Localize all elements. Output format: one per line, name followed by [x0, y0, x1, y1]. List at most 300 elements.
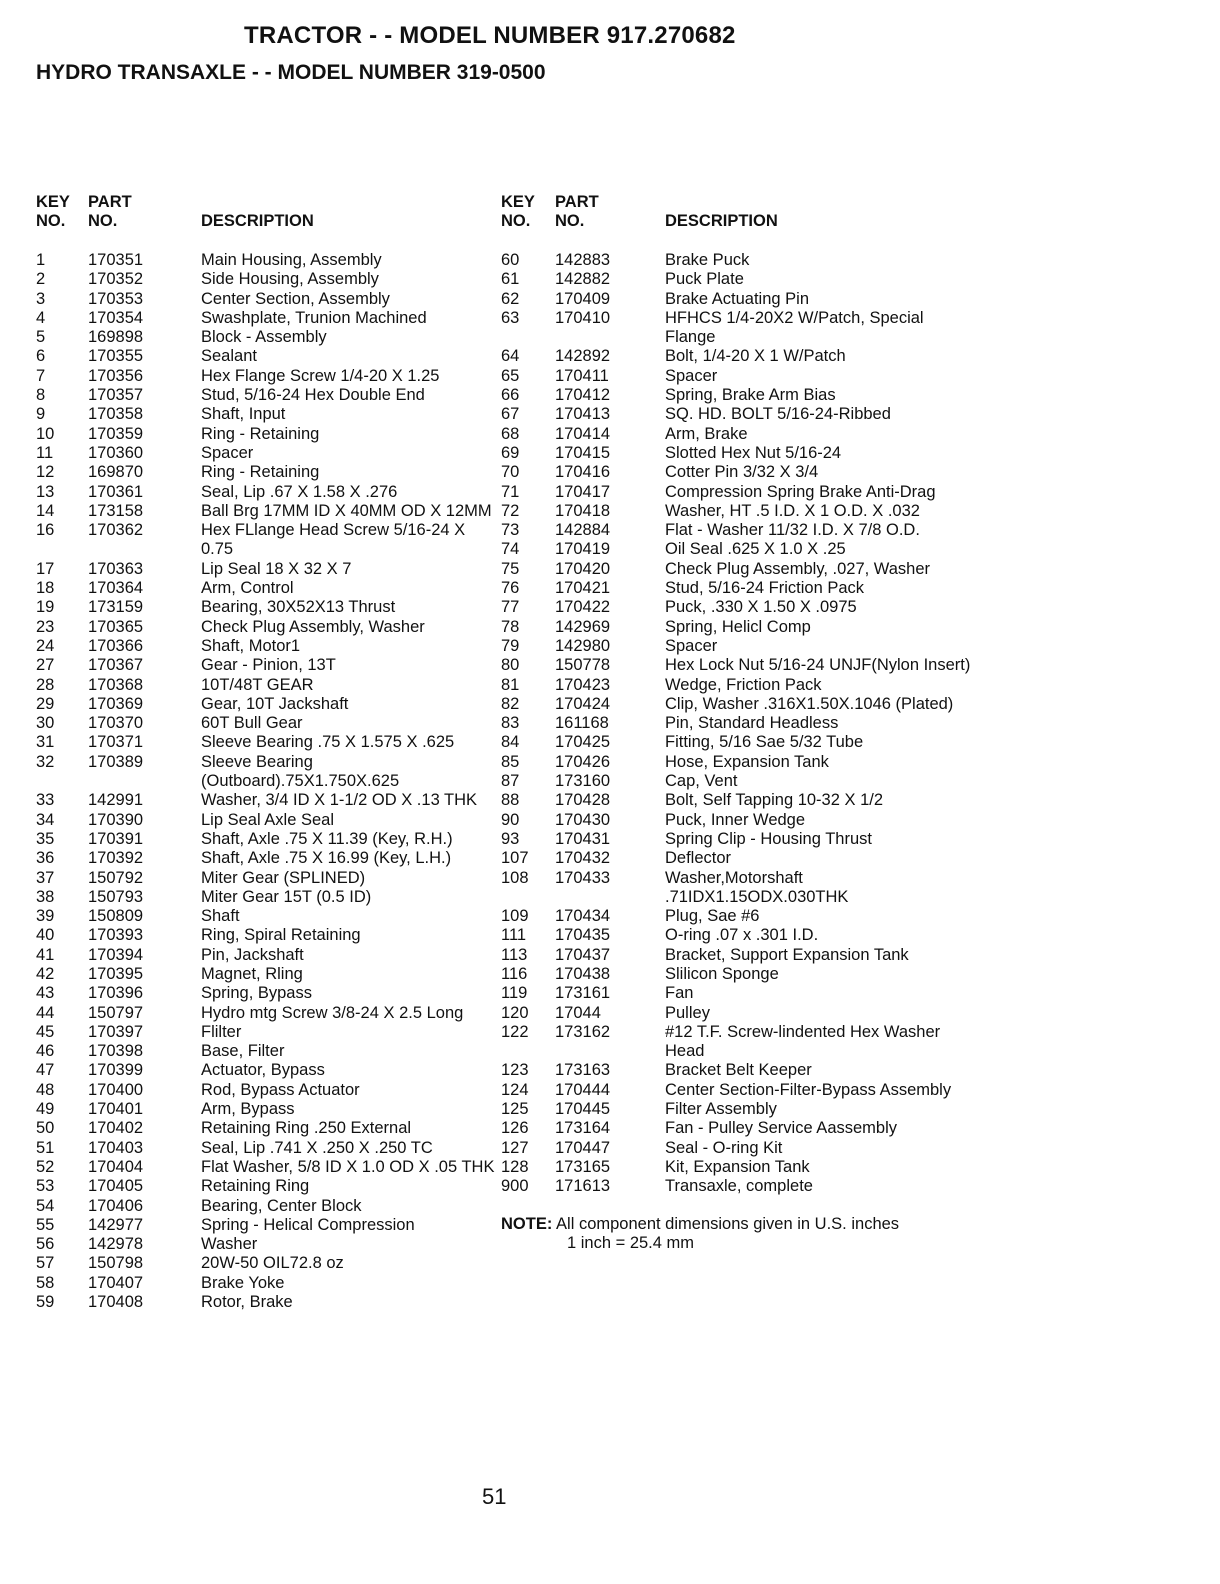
key-no: 85	[501, 752, 520, 771]
key-no: 66	[501, 386, 520, 405]
key-no: 67	[501, 405, 520, 424]
table-row	[501, 791, 971, 810]
key-no: 53	[36, 1177, 55, 1196]
part-description: Lip Seal Axle Seal	[201, 810, 335, 829]
part-description: 20W-50 OIL72.8 oz	[201, 1254, 344, 1273]
table-row	[36, 1100, 496, 1119]
description-header: DESCRIPTION	[665, 212, 778, 230]
part-description: Shaft	[201, 907, 240, 926]
part-description: Puck, Inner Wedge	[665, 810, 806, 829]
part-description: Rotor, Brake	[201, 1293, 293, 1312]
key-no: 126	[501, 1119, 529, 1138]
part-no: 170412	[555, 386, 611, 405]
part-description: Fan	[665, 984, 694, 1003]
table-row	[501, 926, 971, 945]
key-no: 39	[36, 907, 55, 926]
part-description: 60T Bull Gear	[201, 714, 303, 733]
key-no: 24	[36, 636, 55, 655]
key-no: 70	[501, 463, 520, 482]
table-row	[36, 637, 496, 656]
key-no: 109	[501, 907, 529, 926]
part-description: Kit, Expansion Tank	[665, 1157, 810, 1176]
key-no: 122	[501, 1022, 529, 1041]
part-no: 142977	[88, 1215, 144, 1234]
table-row	[36, 830, 496, 849]
part-no: 170419	[555, 540, 611, 559]
table-row	[36, 1216, 496, 1235]
table-row	[501, 676, 971, 695]
table-row	[36, 1235, 496, 1254]
part-no: 170368	[88, 675, 144, 694]
table-row	[36, 811, 496, 830]
part-no: 170357	[88, 386, 144, 405]
key-no: 84	[501, 733, 520, 752]
part-no: 170414	[555, 424, 611, 443]
part-description: Fitting, 5/16 Sae 5/32 Tube	[665, 733, 864, 752]
part-no: 142978	[88, 1235, 144, 1254]
table-row	[501, 811, 971, 830]
key-no: 3	[36, 289, 46, 308]
part-no: 142892	[555, 347, 611, 366]
part-description: Flat Washer, 5/8 ID X 1.0 OD X .05 THK	[201, 1157, 495, 1176]
key-no: 9	[36, 405, 46, 424]
part-no: 170392	[88, 849, 144, 868]
part-description: Wedge, Friction Pack	[665, 675, 822, 694]
key-no: 119	[501, 984, 528, 1003]
part-no: 170361	[88, 482, 144, 501]
part-no: 170354	[88, 308, 144, 327]
key-no: 49	[36, 1100, 55, 1119]
table-row	[501, 869, 971, 908]
key-no: 13	[36, 482, 55, 501]
key-no: 77	[501, 598, 520, 617]
part-no: 173161	[555, 984, 611, 1003]
table-row	[501, 695, 971, 714]
part-header: PART	[88, 193, 132, 211]
parts-list-left	[36, 251, 496, 1312]
part-no: 170365	[88, 617, 144, 636]
key-no: 57	[36, 1254, 55, 1273]
key-header-no: NO.	[501, 212, 531, 230]
key-no: 2	[36, 270, 46, 289]
table-row	[501, 1177, 971, 1196]
part-description: Cap, Vent	[665, 772, 738, 791]
table-row	[501, 483, 971, 502]
key-no: 73	[501, 521, 520, 540]
part-description: Bolt, 1/4-20 X 1 W/Patch	[665, 347, 846, 366]
part-description: Bearing, 30X52X13 Thrust	[201, 598, 396, 617]
key-no: 76	[501, 579, 520, 598]
key-no: 60	[501, 251, 520, 269]
key-no: 82	[501, 694, 520, 713]
key-no: 48	[36, 1080, 55, 1099]
key-no: 18	[36, 579, 55, 598]
key-no: 88	[501, 791, 520, 810]
part-description: Pin, Jackshaft	[201, 945, 304, 964]
part-description: Flat - Washer 11/32 I.D. X 7/8 O.D.	[665, 521, 920, 540]
table-row	[36, 965, 496, 984]
key-header-no: NO.	[36, 212, 66, 230]
key-no: 52	[36, 1157, 55, 1176]
key-no: 7	[36, 366, 46, 385]
key-no: 128	[501, 1157, 529, 1176]
part-description: Magnet, Rling	[201, 964, 303, 983]
key-no: 90	[501, 810, 520, 829]
table-row	[501, 251, 971, 270]
table-row	[36, 405, 496, 424]
parts-column-right	[501, 193, 971, 1253]
table-row	[36, 502, 496, 521]
part-no: 150797	[88, 1003, 144, 1022]
part-no: 173163	[555, 1061, 611, 1080]
key-no: 31	[36, 733, 55, 752]
part-no: 170413	[555, 405, 611, 424]
part-description: Hose, Expansion Tank	[665, 752, 829, 771]
table-row	[501, 1061, 971, 1080]
table-row	[501, 946, 971, 965]
part-no: 170399	[88, 1061, 144, 1080]
table-row	[36, 1004, 496, 1023]
part-description: Spacer	[665, 636, 718, 655]
key-no: 1	[36, 251, 46, 269]
part-description: Hex Flange Screw 1/4-20 X 1.25	[201, 366, 440, 385]
key-no: 125	[501, 1100, 529, 1119]
part-no: 142882	[555, 270, 611, 289]
table-row	[501, 598, 971, 617]
part-description: Puck, .330 X 1.50 X .0975	[665, 598, 857, 617]
table-row	[36, 1061, 496, 1080]
key-no: 71	[501, 482, 520, 501]
part-description: Puck Plate	[665, 270, 744, 289]
note-label: NOTE:	[501, 1214, 553, 1233]
part-description: Ball Brg 17MM ID X 40MM OD X 12MM	[201, 501, 492, 520]
key-no: 37	[36, 868, 55, 887]
part-no: 170417	[555, 482, 611, 501]
part-description: Seal, Lip .67 X 1.58 X .276	[201, 482, 398, 501]
table-row	[36, 1023, 496, 1042]
part-header: PART	[555, 193, 599, 211]
table-row	[36, 849, 496, 868]
key-no: 111	[501, 926, 527, 945]
part-description: Filter Assembly	[665, 1100, 777, 1119]
part-description: Spring, Bypass	[201, 984, 312, 1003]
table-row	[36, 444, 496, 463]
part-no: 170404	[88, 1157, 144, 1176]
table-row	[501, 656, 971, 675]
part-no: 170366	[88, 636, 144, 655]
part-no: 170416	[555, 463, 611, 482]
part-no: 173159	[88, 598, 144, 617]
part-no: 150793	[88, 887, 144, 906]
table-row	[36, 560, 496, 579]
part-description: Miter Gear 15T (0.5 ID)	[201, 887, 372, 906]
table-row	[36, 1139, 496, 1158]
key-no: 33	[36, 791, 55, 810]
table-row	[36, 579, 496, 598]
part-description: Seal - O-ring Kit	[665, 1138, 783, 1157]
column-header	[36, 193, 496, 233]
table-row	[501, 367, 971, 386]
key-no: 74	[501, 540, 520, 559]
part-no: 170411	[555, 366, 609, 385]
table-row	[36, 926, 496, 945]
table-row	[501, 753, 971, 772]
key-no: 14	[36, 501, 55, 520]
table-row	[501, 714, 971, 733]
part-description: Main Housing, Assembly	[201, 251, 382, 269]
part-no: 173158	[88, 501, 144, 520]
part-description: Gear, 10T Jackshaft	[201, 694, 349, 713]
part-description: Plug, Sae #6	[665, 907, 760, 926]
part-description: SQ. HD. BOLT 5/16-24-Ribbed	[665, 405, 891, 424]
table-row	[501, 1119, 971, 1138]
part-description: Miter Gear (SPLINED)	[201, 868, 366, 887]
table-row	[36, 888, 496, 907]
table-row	[36, 733, 496, 752]
part-description: Washer, 3/4 ID X 1-1/2 OD X .13 THK	[201, 791, 478, 810]
part-no: 170402	[88, 1119, 144, 1138]
part-description: Transaxle, complete	[665, 1177, 813, 1196]
part-description: Sealant	[201, 347, 257, 366]
key-no: 28	[36, 675, 55, 694]
table-row	[36, 656, 496, 675]
key-no: 32	[36, 752, 55, 771]
key-header: KEY	[501, 193, 535, 211]
part-header-no: NO.	[555, 212, 585, 230]
key-no: 62	[501, 289, 520, 308]
part-description: Base, Filter	[201, 1042, 285, 1061]
part-no: 170418	[555, 501, 611, 520]
key-no: 34	[36, 810, 55, 829]
table-row	[36, 270, 496, 289]
part-description: Center Section, Assembly	[201, 289, 390, 308]
part-description: Block - Assembly	[201, 328, 327, 347]
part-description: Ring - Retaining	[201, 424, 320, 443]
part-description: Spacer	[201, 443, 254, 462]
part-no: 170356	[88, 366, 144, 385]
key-no: 50	[36, 1119, 55, 1138]
key-no: 93	[501, 829, 520, 848]
table-row	[501, 309, 971, 348]
table-row	[36, 714, 496, 733]
part-no: 170415	[555, 443, 611, 462]
part-no: 170367	[88, 656, 144, 675]
key-no: 127	[501, 1138, 529, 1157]
table-row	[501, 830, 971, 849]
table-row	[501, 772, 971, 791]
table-row	[501, 444, 971, 463]
part-no: 142980	[555, 636, 611, 655]
key-no: 5	[36, 328, 46, 347]
table-row	[501, 270, 971, 289]
part-description: Spring Clip - Housing Thrust	[665, 829, 872, 848]
table-row	[36, 367, 496, 386]
part-description: Bolt, Self Tapping 10-32 X 1/2	[665, 791, 884, 810]
key-no: 42	[36, 964, 55, 983]
key-no: 47	[36, 1061, 55, 1080]
key-no: 55	[36, 1215, 55, 1234]
note-conversion: 1 inch = 25.4 mm	[567, 1233, 695, 1252]
part-no: 170425	[555, 733, 611, 752]
key-no: 46	[36, 1042, 55, 1061]
table-row	[36, 791, 496, 810]
table-row	[36, 1119, 496, 1138]
part-no: 170371	[88, 733, 144, 752]
part-no: 142883	[555, 251, 611, 269]
part-no: 170395	[88, 964, 144, 983]
table-row	[36, 907, 496, 926]
part-description: Side Housing, Assembly	[201, 270, 379, 289]
table-row	[501, 849, 971, 868]
part-no: 170435	[555, 926, 611, 945]
part-no: 170352	[88, 270, 144, 289]
parts-list-right	[501, 251, 971, 1197]
page-number: 51	[482, 1484, 507, 1509]
note-text: All component dimensions given in U.S. inches	[556, 1214, 900, 1233]
key-no: 16	[36, 521, 55, 540]
key-no: 78	[501, 617, 520, 636]
part-no: 170447	[555, 1138, 611, 1157]
key-no: 35	[36, 829, 55, 848]
part-description: Arm, Brake	[665, 424, 748, 443]
key-no: 51	[36, 1138, 55, 1157]
part-description: Check Plug Assembly, Washer	[201, 617, 425, 636]
key-no: 17	[36, 559, 55, 578]
part-no: 150798	[88, 1254, 144, 1273]
key-no: 59	[36, 1293, 55, 1312]
key-no: 65	[501, 366, 520, 385]
key-no: 124	[501, 1080, 529, 1099]
part-description: Fan - Pulley Service Aassembly	[665, 1119, 898, 1138]
part-description: Deflector	[665, 849, 732, 868]
part-description: Sleeve Bearing (Outboard).75X1.750X.625	[201, 752, 400, 791]
part-no: 170438	[555, 964, 611, 983]
part-no: 170433	[555, 868, 611, 887]
part-description: HFHCS 1/4-20X2 W/Patch, Special Flange	[665, 308, 924, 347]
part-description: Brake Yoke	[201, 1273, 285, 1292]
key-no: 123	[501, 1061, 529, 1080]
part-no: 170428	[555, 791, 611, 810]
part-description: Lip Seal 18 X 32 X 7	[201, 559, 352, 578]
key-no: 56	[36, 1235, 55, 1254]
part-no: 170391	[88, 829, 144, 848]
table-row	[36, 695, 496, 714]
part-no: 170390	[88, 810, 144, 829]
table-row	[501, 560, 971, 579]
key-no: 107	[501, 849, 529, 868]
part-description: Swashplate, Trunion Machined	[201, 308, 427, 327]
table-row	[501, 540, 971, 559]
key-no: 68	[501, 424, 520, 443]
table-row	[36, 753, 496, 792]
key-no: 108	[501, 868, 529, 887]
part-no: 150792	[88, 868, 144, 887]
part-description: Bracket, Support Expansion Tank	[665, 945, 909, 964]
table-row	[501, 347, 971, 366]
part-description: Retaining Ring	[201, 1177, 310, 1196]
table-row	[36, 1254, 496, 1273]
table-row	[36, 309, 496, 328]
table-row	[36, 251, 496, 270]
key-no: 12	[36, 463, 55, 482]
part-no: 170400	[88, 1080, 144, 1099]
table-row	[36, 946, 496, 965]
part-description: Shaft, Axle .75 X 16.99 (Key, L.H.)	[201, 849, 452, 868]
key-no: 63	[501, 308, 520, 327]
part-no: 173165	[555, 1157, 611, 1176]
table-row	[501, 1004, 971, 1023]
part-no: 173162	[555, 1022, 611, 1041]
part-header-no: NO.	[88, 212, 118, 230]
table-row	[501, 1158, 971, 1177]
key-no: 29	[36, 694, 55, 713]
part-description: Compression Spring Brake Anti-Drag	[665, 482, 936, 501]
part-description: Shaft, Motor1	[201, 636, 301, 655]
key-no: 54	[36, 1196, 55, 1215]
part-description: Washer	[201, 1235, 258, 1254]
part-no: 170437	[555, 945, 611, 964]
part-no: 170409	[555, 289, 611, 308]
part-no: 170393	[88, 926, 144, 945]
part-no: 170426	[555, 752, 611, 771]
key-no: 30	[36, 714, 55, 733]
key-no: 23	[36, 617, 55, 636]
part-description: Flilter	[201, 1022, 242, 1041]
table-row	[36, 1081, 496, 1100]
part-no: 17044	[555, 1003, 601, 1022]
part-no: 169898	[88, 328, 144, 347]
table-row	[501, 521, 971, 540]
part-description: Stud, 5/16-24 Friction Pack	[665, 579, 865, 598]
part-no: 170369	[88, 694, 144, 713]
part-description: Ring, Spiral Retaining	[201, 926, 361, 945]
part-no: 171613	[555, 1177, 611, 1196]
table-row	[36, 598, 496, 617]
page-subtitle: HYDRO TRANSAXLE - - MODEL NUMBER 319-0500	[36, 61, 546, 84]
part-no: 173164	[555, 1119, 611, 1138]
key-no: 43	[36, 984, 55, 1003]
part-description: Arm, Bypass	[201, 1100, 295, 1119]
part-description: Check Plug Assembly, .027, Washer	[665, 559, 931, 578]
part-description: Spring - Helical Compression	[201, 1215, 415, 1234]
part-no: 170403	[88, 1138, 144, 1157]
table-row	[36, 1158, 496, 1177]
part-description: Washer, HT .5 I.D. X 1 O.D. X .032	[665, 501, 920, 520]
key-no: 44	[36, 1003, 55, 1022]
part-description: Spring, Helicl Comp	[665, 617, 811, 636]
part-description: Spring, Brake Arm Bias	[665, 386, 836, 405]
table-row	[501, 290, 971, 309]
table-row	[501, 386, 971, 405]
part-description: Slotted Hex Nut 5/16-24	[665, 443, 842, 462]
table-row	[501, 733, 971, 752]
table-row	[36, 521, 496, 560]
part-no: 170397	[88, 1022, 144, 1041]
part-description: Oil Seal .625 X 1.0 X .25	[665, 540, 846, 559]
table-row	[36, 483, 496, 502]
part-description: Gear - Pinion, 13T	[201, 656, 336, 675]
key-no: 83	[501, 714, 520, 733]
part-no: 142991	[88, 791, 144, 810]
part-no: 170410	[555, 308, 611, 327]
part-description: Pin, Standard Headless	[665, 714, 839, 733]
part-no: 173160	[555, 772, 611, 791]
part-no: 170421	[555, 579, 611, 598]
part-no: 170444	[555, 1080, 611, 1099]
part-description: Washer,Motorshaft .71IDX1.15ODX.030THK	[665, 868, 849, 906]
key-no: 79	[501, 636, 520, 655]
part-description: Center Section-Filter-Bypass Assembly	[665, 1080, 952, 1099]
